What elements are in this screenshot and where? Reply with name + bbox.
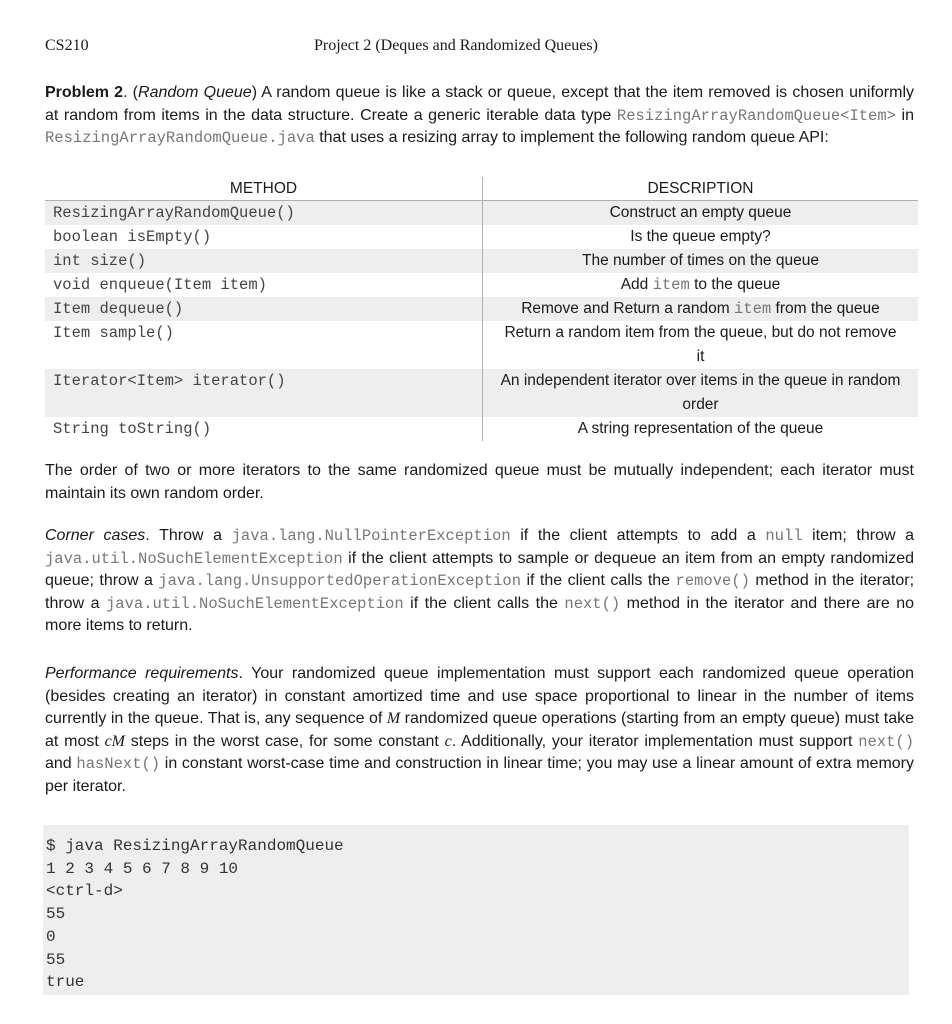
- method-cell: Item sample(): [45, 321, 483, 369]
- page-header: [45, 37, 912, 59]
- next-code: next(): [564, 594, 621, 613]
- corner-cases-label: Corner cases: [45, 527, 146, 544]
- corner-text: method in the iterator and there are no more items to return.: [45, 594, 914, 634]
- exception-code: java.lang.UnsupportedOperationException: [158, 572, 522, 590]
- description-cell: The number of times on the queue: [483, 249, 919, 273]
- table-row: [45, 273, 918, 297]
- perf-text: . Additionally, your iterator implementation must support: [451, 732, 859, 750]
- intro-text: in: [895, 106, 914, 124]
- terminal-line: 1 2 3 4 5 6 7 8 9 10: [46, 859, 239, 878]
- description-column-header: DESCRIPTION: [483, 177, 919, 201]
- corner-text: . Throw a: [145, 527, 232, 544]
- perf-text: randomized queue operations (starting from an empty queue) must take at most: [45, 710, 914, 750]
- terminal-line: 0: [46, 927, 56, 946]
- terminal-line: true: [46, 973, 85, 992]
- method-cell: ResizingArrayRandomQueue(): [45, 201, 483, 226]
- description-text: to the queue: [689, 276, 781, 293]
- method-cell: int size(): [45, 249, 483, 273]
- perf-text: in constant worst-case time and construction in linear time; you may use a linear amount of extra memory per iterator.: [45, 755, 915, 795]
- table-row: [45, 249, 918, 273]
- table-row: [45, 321, 918, 369]
- table-row: [45, 225, 918, 249]
- problem-topic: Random Queue: [138, 84, 252, 101]
- corner-cases-paragraph: [45, 525, 914, 638]
- table-row: [45, 417, 918, 441]
- remove-code: remove(): [675, 572, 750, 590]
- var-cm: cM: [104, 732, 125, 750]
- exception-code: java.util.NoSuchElementException: [106, 594, 404, 613]
- course-code: CS210: [45, 37, 89, 54]
- method-cell: void enqueue(Item item): [45, 273, 483, 297]
- performance-paragraph: [45, 663, 914, 798]
- method-column-header: METHOD: [45, 177, 483, 201]
- description-cell: Is the queue empty?: [630, 228, 771, 245]
- description-cell: [483, 273, 919, 297]
- description-cell: A string representation of the queue: [577, 420, 824, 437]
- terminal-output: [43, 825, 909, 995]
- var-c: c: [444, 732, 452, 750]
- performance-label: Performance requirements: [45, 665, 239, 682]
- corner-text: item; throw a: [802, 527, 915, 544]
- method-cell: String toString(): [45, 417, 483, 441]
- terminal-line: <ctrl-d>: [46, 882, 123, 901]
- problem-label: Problem 2: [45, 84, 124, 101]
- iterator-order-paragraph: [45, 460, 914, 505]
- intro-text: . (: [123, 84, 139, 101]
- item-code: item: [652, 276, 690, 294]
- item-code: item: [734, 300, 772, 318]
- hasnext-code: hasNext(): [76, 755, 161, 773]
- corner-text: if the client calls the: [403, 594, 565, 612]
- description-text: Remove and Return a random: [521, 300, 734, 317]
- method-cell: Iterator<Item> iterator(): [45, 369, 483, 417]
- next-code: next(): [858, 732, 914, 751]
- table-row: [45, 201, 918, 226]
- file-name-code: ResizingArrayRandomQueue.java: [45, 129, 315, 147]
- exception-code: java.util.NoSuchElementException: [45, 549, 343, 568]
- description-cell: [483, 297, 919, 321]
- terminal-line: $ java ResizingArrayRandomQueue: [46, 837, 344, 855]
- perf-text: steps in the worst case, for some constant: [125, 732, 445, 750]
- description-text: Add: [620, 276, 653, 293]
- exception-code: java.lang.NullPointerException: [231, 527, 511, 545]
- corner-text: if the client calls the: [521, 572, 676, 589]
- table-header-row: [45, 177, 918, 201]
- var-m: M: [386, 710, 401, 727]
- corner-text: if the client attempts to sample or dequeue an item from an empty randomized queue; throw a: [45, 549, 914, 589]
- table-row: [45, 369, 918, 417]
- null-code: null: [765, 527, 803, 545]
- perf-text: and: [45, 755, 77, 772]
- description-cell: Return a random item from the queue, but do not remove it: [504, 324, 897, 365]
- class-name-code: ResizingArrayRandomQueue<Item>: [616, 106, 896, 125]
- description-cell: An independent iterator over items in the queue in random order: [483, 369, 919, 417]
- perf-text: . Your randomized queue implementation must support each randomized queue operation (besides creating an iterator) in constant amortized time and use space proportional to linear in the number of items currently in the queue. That is, any sequence of: [45, 665, 915, 727]
- table-row: [45, 297, 918, 321]
- problem-intro: [45, 82, 914, 150]
- order-text: The order of two or more iterators to the same randomized queue must be mutually independent; each iterator must maintain its own random order.: [45, 462, 914, 502]
- intro-text: that uses a resizing array to implement the following random queue API:: [314, 129, 829, 146]
- method-cell: boolean isEmpty(): [45, 225, 483, 249]
- project-title: Project 2 (Deques and Randomized Queues): [314, 37, 598, 54]
- terminal-line: 55: [46, 950, 66, 969]
- terminal-line: 55: [46, 905, 66, 924]
- intro-text: ) A random queue is like a stack or queue, except that the item removed is chosen uniformly at random from items in the data structure. Create a generic iterable data type: [45, 84, 914, 124]
- method-cell: Item dequeue(): [45, 297, 483, 321]
- corner-text: if the client attempts to add a: [510, 527, 766, 544]
- description-text: from the queue: [771, 300, 880, 317]
- api-table: [45, 177, 918, 441]
- description-cell: Construct an empty queue: [483, 201, 919, 226]
- corner-text: method in the iterator; throw a: [45, 572, 915, 612]
